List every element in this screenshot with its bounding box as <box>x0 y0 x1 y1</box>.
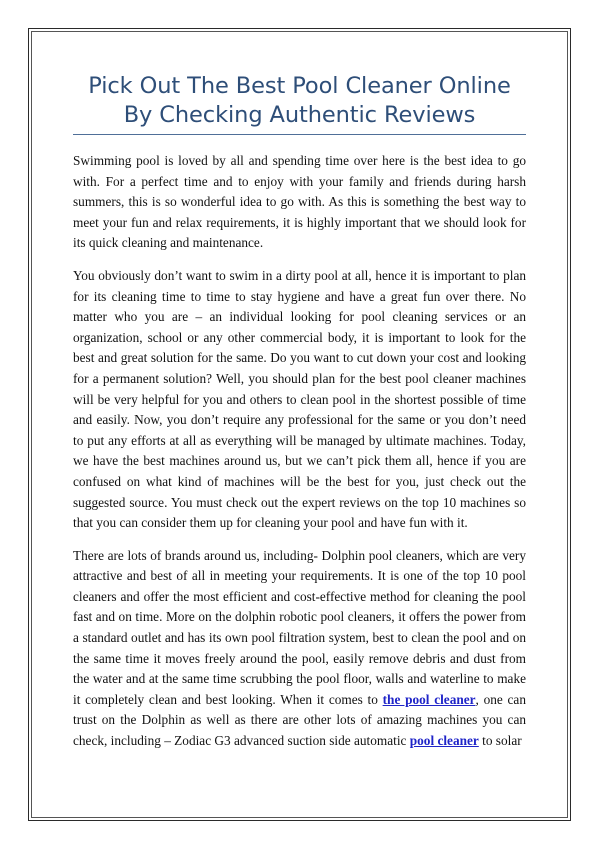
paragraph-2: You obviously don’t want to swim in a dirty pool at all, hence it is important to plan for its cleaning time to time to stay hygiene and have a great fun over there. No matter who you are – an individual looking for pool cleaning services or an organization, school or any other commercial body, it is important to look for the best and great solution for the same. Do you want to cut down your cost and looking for a permanent solution? Well, you should plan for the best pool cleaner machines will be very helpful for you and others to clean pool in the shortest possible of time and easily. Now, you don’t require any professional for the same or you don’t need to put any efforts at all as everything will be managed by ultimate machines. Today, we have the best machines around us, but we can’t pick them all, hence if you are confused on what kind of machines will be the best for you, just check out the suggested source. You must check out the expert reviews on the top 10 machines so that you can consider them up for cleaning your pool and have fun with it. <box>73 267 526 531</box>
page-title <box>73 72 526 135</box>
paragraph-3-text-1: There are lots of brands around us, including- Dolphin pool cleaners, which are very attractive and best of all in meeting your requirements. It is one of the top 10 pool cleaners and offer the most efficient and cost-effective method for cleaning the pool fast and on time. More on the dolphin robotic pool cleaners, it offers the power from a standard outlet and has its own pool filtration system, best to clean the pool and on the same time it moves freely around the pool, easily remove debris and dust from the water and at the same time scrubbing the pool floor, walls and waterline to make it completely clean and best looking. When it comes to <box>73 547 526 707</box>
document-content <box>73 72 526 752</box>
paragraph-3 <box>73 546 526 752</box>
pool-cleaner-link[interactable]: pool cleaner <box>409 733 479 749</box>
paragraph-3-text-2: , one can trust on the Dolphin as well as there are other lots of amazing machines you can check, including – Zodiac G3 advanced suction side automatic <box>73 691 526 749</box>
paragraph-1: Swimming pool is loved by all and spending time over here is the best idea to go with. For a perfect time and to enjoy with your family and friends during harsh summers, this is so wonderful idea to go with. As this is something the best way to meet your fun and relax requirements, it is highly important that we should look for its quick cleaning and maintenance. <box>73 153 526 251</box>
the-pool-cleaner-link[interactable]: the pool cleaner <box>382 691 476 707</box>
title-line-1: Pick Out The Best Pool Cleaner Online <box>88 73 511 99</box>
paragraph-3-text-3: to solar <box>478 733 522 749</box>
title-line-2: By Checking Authentic Reviews <box>123 102 476 128</box>
